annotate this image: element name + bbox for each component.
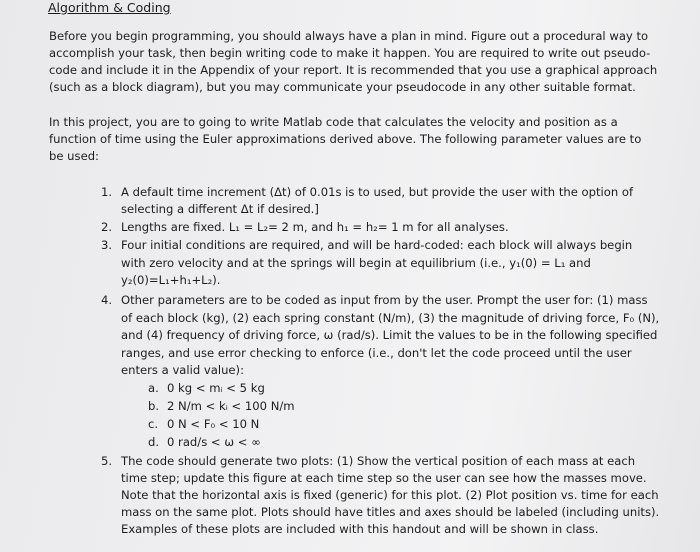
list-item-line: A default time increment (Δt) of 0.01s is to used, but provide the user with the option of [121, 185, 634, 199]
sub-item-text: 0 rad/s < ω < ∞ [167, 435, 261, 449]
list-item-line: with zero velocity and at the springs will begin at equilibrium (i.e., y₁(0) = L₁ and [121, 256, 591, 270]
list-item-line: selecting a different Δt if desired.] [121, 202, 319, 216]
para1-line: Before you begin programming, you should always have a plan in mind. Figure out a procedural way to [49, 29, 649, 43]
sub-item-letter: c. [148, 417, 159, 431]
para2-line: In this project, you are to going to write Matlab code that calculates the velocity and position as a [49, 115, 618, 129]
para1-line: (such as a block diagram), but you may communicate your pseudocode in any other suitable format. [49, 80, 636, 94]
list-item-number: 2. [101, 220, 113, 234]
para1-line: code and include it in the Appendix of your report. It is recommended that you use a graphical approach [49, 63, 658, 77]
sub-item-text: 0 N < F₀ < 10 N [167, 417, 260, 431]
para1-line: accomplish your task, then begin writing code to make it happen. You are required to write out pseudo- [49, 46, 651, 60]
para2-line: be used: [49, 149, 99, 163]
list-item-number: 4. [101, 293, 113, 307]
para2-line: function of time using the Euler approximations derived above. The following parameter values are to [49, 132, 642, 146]
sub-item-text: 0 kg < mᵢ < 5 kg [167, 381, 265, 395]
list-item-line: and (4) frequency of driving force, ω (rad/s). Limit the values to be in the following specified [121, 328, 658, 342]
list-item-line: ranges, and use error checking to enforce (i.e., don't let the code proceed until the user [121, 346, 632, 360]
list-item-line: The code should generate two plots: (1) Show the vertical position of each mass at each [121, 454, 636, 468]
list-item-line: Other parameters are to be coded as input from by the user. Prompt the user for: (1) mass [121, 293, 648, 307]
list-item-line: y₂(0)=L₁+h₁+L₂). [121, 273, 221, 287]
sub-item-text: 2 N/m < kᵢ < 100 N/m [167, 399, 295, 413]
section-heading: Algorithm & Coding [48, 0, 171, 15]
sub-item-letter: b. [148, 399, 160, 413]
list-item-line: Note that the horizontal axis is fixed (generic) for this plot. (2) Plot position vs. time for each [121, 488, 659, 502]
sub-item-letter: d. [148, 435, 160, 449]
list-item-line: mass on the same plot. Plots should have titles and axes should be labeled (including units). [121, 505, 660, 519]
list-item-line: enters a valid value): [121, 363, 244, 377]
list-item-number: 5. [101, 454, 113, 468]
list-item-line: Examples of these plots are included with this handout and will be shown in class. [121, 522, 599, 536]
list-item-number: 1. [101, 185, 113, 199]
list-item-line: Four initial conditions are required, and will be hard-coded: each block will always begin [121, 238, 633, 252]
list-item-line: time step; update this figure at each time step so the user can see how the masses move. [121, 471, 647, 485]
sub-item-letter: a. [148, 381, 159, 395]
list-item-line: of each block (kg), (2) each spring constant (N/m), (3) the magnitude of driving force, F₀ (N), [121, 311, 660, 325]
list-item-number: 3. [101, 238, 113, 252]
list-item-line: Lengths are fixed. L₁ = L₂= 2 m, and h₁ = h₂= 1 m for all analyses. [121, 220, 509, 234]
